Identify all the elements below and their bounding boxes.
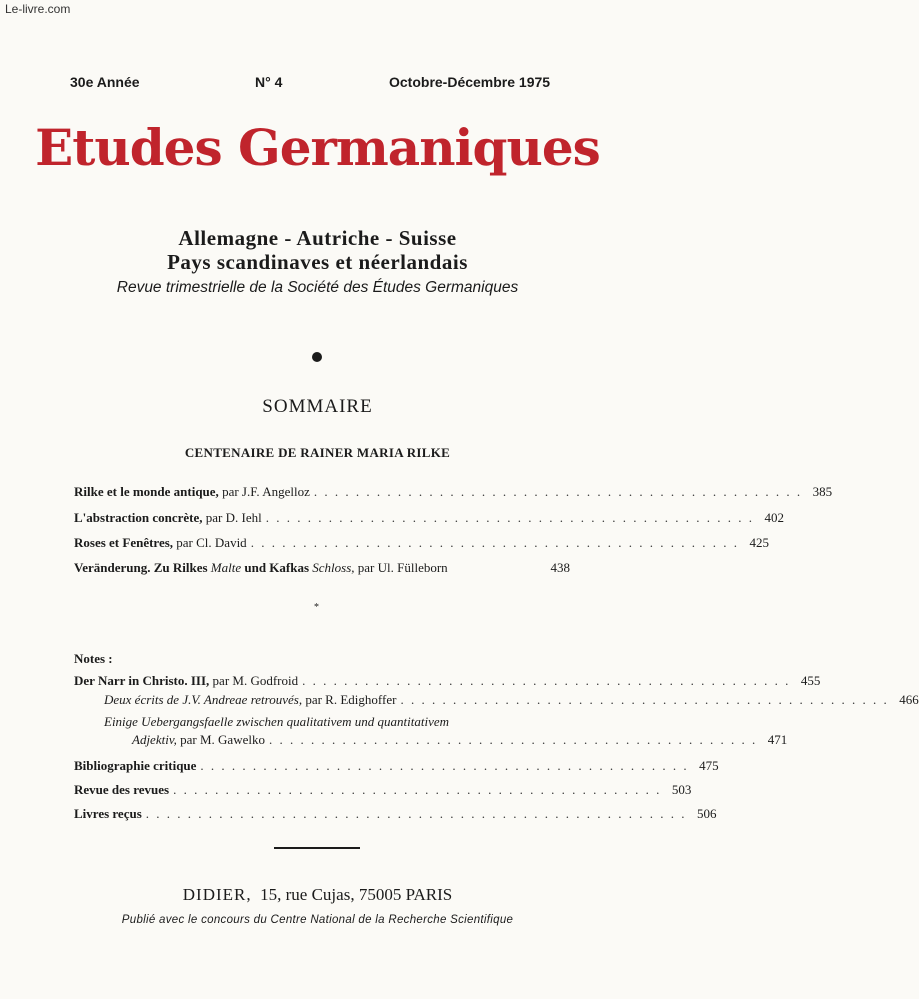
entry-author: par R. Edighoffer [302,692,397,707]
bullet-dot [312,352,322,362]
toc-entry [132,732,788,748]
entry-title-italic: Schloss, [312,560,355,575]
publisher-name: DIDIER, [182,885,252,904]
entry-title: Revue des revues [74,782,170,797]
page-number: 455 [800,673,821,688]
entry-title: Rilke et le monde antique, [74,484,219,499]
toc-entry [74,758,719,774]
leader-dots: . . . . . . . . . . . . . . . . . . . . . . . . . . . . . . . . . . . . . . . . . . . . . . . [268,732,758,747]
watermark: Le-livre.com [5,2,71,16]
entry-author: par Ul. Fülleborn [354,560,448,575]
notes-label: Notes : [74,651,113,666]
entry-author: par M. Godfroid [209,673,299,688]
funding-credit: Publié avec le concours du Centre National de la Recherche Scientifique [121,914,514,926]
page-number: 506 [697,806,717,821]
page-number: 503 [671,782,692,797]
entry-title: L'abstraction concrète, [74,510,203,525]
toc-entry [74,535,769,551]
journal-subtitle: Revue trimestrielle de la Société des Études Germaniques [116,279,519,296]
entry-title: Der Narr in Christo. III, [74,673,210,688]
toc-entry [74,560,570,576]
page-number: 475 [699,758,719,773]
issue-number: N° 4 [255,74,283,90]
entry-title: Bibliographie critique [74,758,197,773]
toc-entry-line [104,714,570,730]
entry-author: par Cl. David [173,535,247,550]
toc-entry [74,484,833,500]
section-heading: CENTENAIRE DE RAINER MARIA RILKE [184,445,451,460]
page-number: 385 [812,484,833,499]
entry-title-mid: und Kafkas [241,560,313,575]
toc-entry [74,673,821,689]
entry-author: par M. Gawelko [176,732,265,747]
toc-entry [74,806,717,822]
journal-title: Etudes Germaniques [35,118,600,177]
entry-title: Veränderung. Zu Rilkes [74,560,211,575]
page-number: 425 [749,535,769,550]
leader-dots: . . . . . . . . . . . . . . . . . . . . . . . . . . . . . . . . . . . . . . . . . . . . . . . [265,510,754,525]
leader-dots: . . . . . . . . . . . . . . . . . . . . . . . . . . . . . . . . . . . . . . . . . . . . . . . [400,692,889,707]
entry-title: Einige Uebergangsfaelle zwischen qualitativem und quantitativem [104,714,450,729]
leader-dots: . . . . . . . . . . . . . . . . . . . . . . . . . . . . . . . . . . . . . . . . . . . . . . . [250,535,739,550]
entry-author: par J.F. Angelloz [218,484,310,499]
page-number: 471 [767,732,788,747]
page-number: 438 [550,560,570,575]
leader-dots: . . . . . . . . . . . . . . . . . . . . . . . . . . . . . . . . . . . . . . . . . . . . . . . [200,758,689,773]
toc-entry [104,692,919,708]
page-number: 402 [764,510,784,525]
countries-line-2: Pays scandinaves et néerlandais [167,250,468,274]
contents-heading: SOMMAIRE [262,396,373,417]
leader-dots: . . . . . . . . . . . . . . . . . . . . . . . . . . . . . . . . . . . . . . . . . . . . . . . . . . . . [145,806,687,821]
publisher-address: 15, rue Cujas, 75005 PARIS [260,885,453,904]
entry-title-italic: Malte [210,560,242,575]
toc-entry [74,782,692,798]
entry-title: Roses et Fenêtres, [74,535,174,550]
divider-rule [274,847,360,849]
leader-dots: . . . . . . . . . . . . . . . . . . . . . . . . . . . . . . . . . . . . . . . . . . . . . . . [302,673,791,688]
leader-dots: . . . . . . . . . . . . . . . . . . . . . . . . . . . . . . . . . . . . . . . . . . . . . . . [313,484,803,499]
entry-title: Deux écrits de J.V. Andreae retrouvés, [104,692,303,707]
toc-entry [74,510,784,526]
leader-dots: . . . . . . . . . . . . . . . . . . . . . . . . . . . . . . . . . . . . . . . . . . . . . . . [173,782,662,797]
entry-title: Livres reçus [74,806,142,821]
separator-star: * [314,602,319,613]
issue-period: Octobre-Décembre 1975 [389,74,551,90]
publisher-line [0,885,635,905]
page-number: 466 [899,692,919,707]
countries-line-1: Allemagne - Autriche - Suisse [178,226,457,250]
entry-author: par D. Iehl [202,510,262,525]
volume-year: 30e Année [70,74,140,90]
entry-title: Adjektiv, [132,732,177,747]
